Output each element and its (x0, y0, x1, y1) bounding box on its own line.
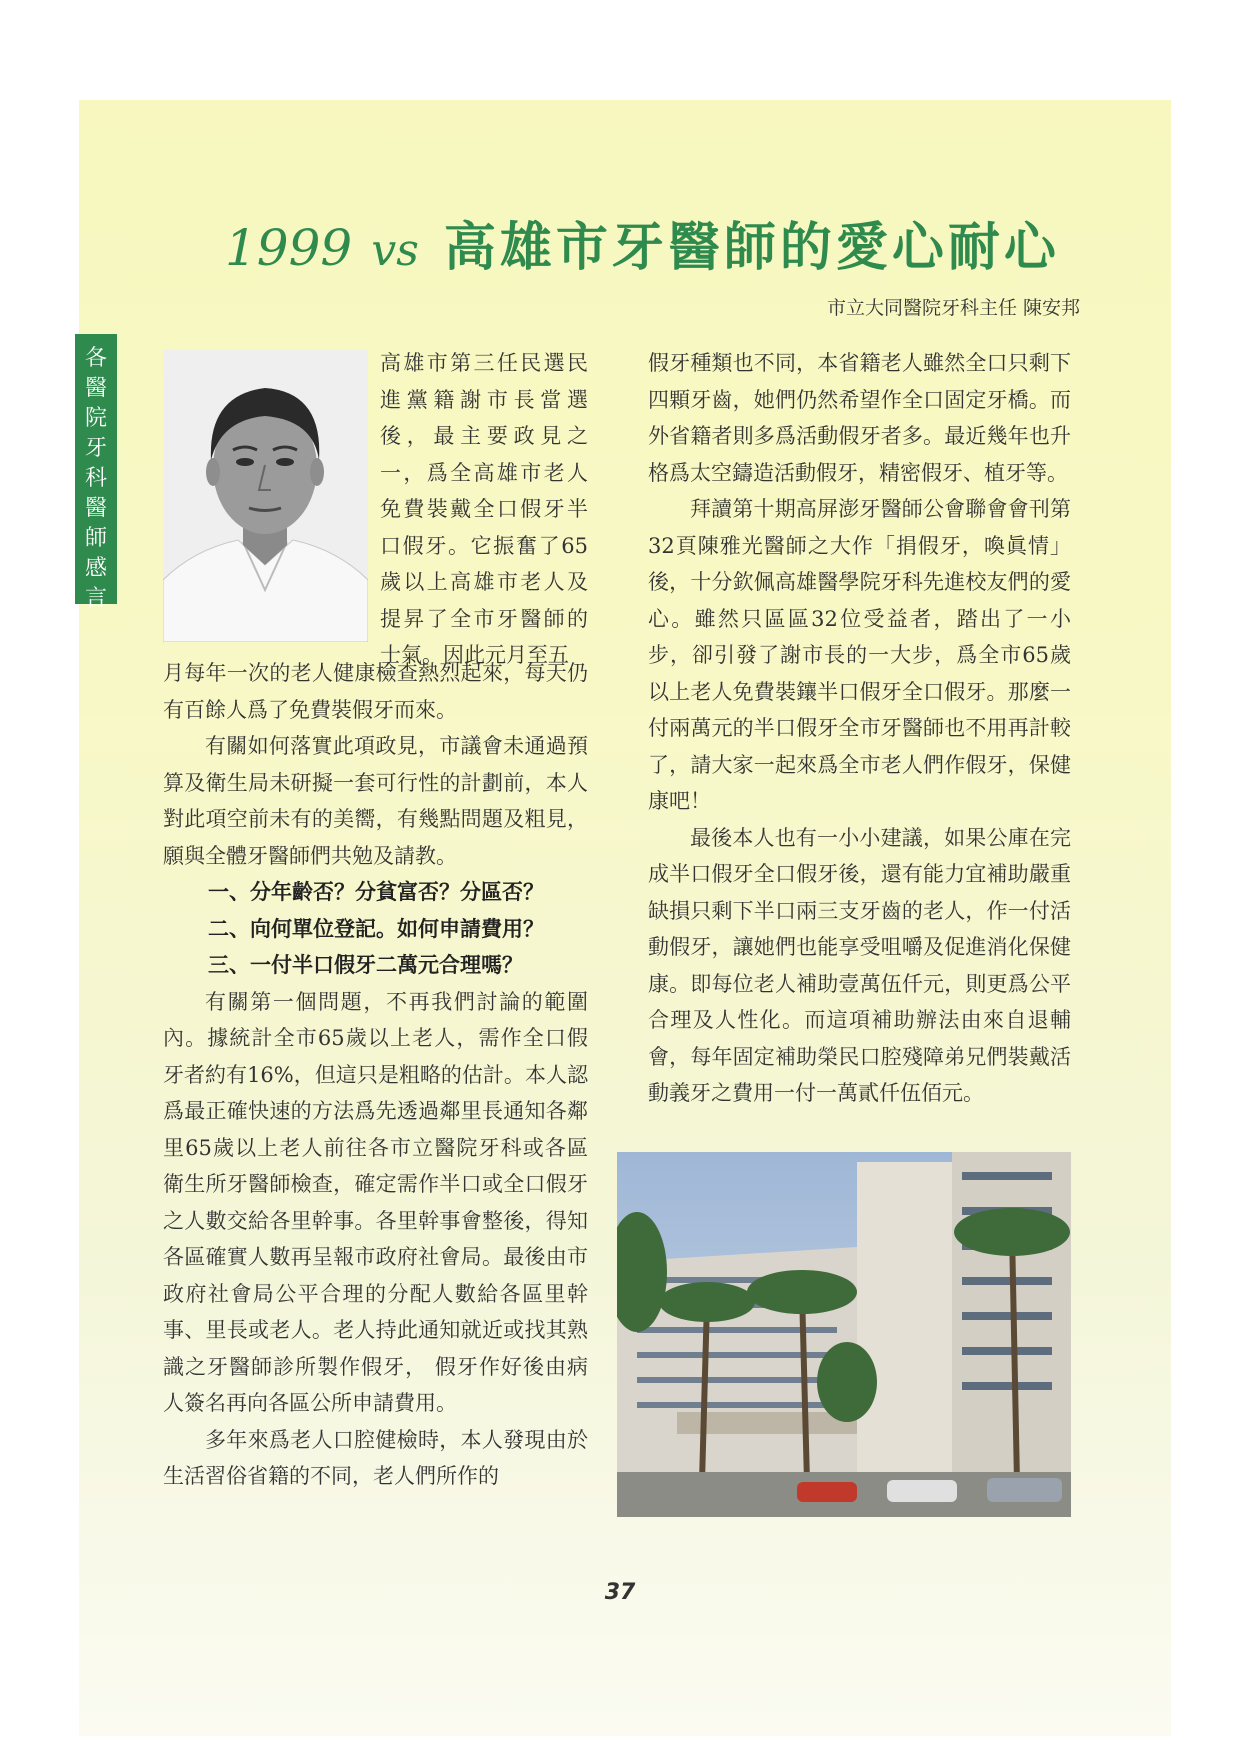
author-byline: 市立大同醫院牙科主任 陳安邦 (826, 297, 1080, 319)
section-tab-char: 院 (84, 406, 107, 431)
section-tab-char: 各 (84, 346, 107, 371)
section-tab-char: 感 (84, 556, 107, 581)
section-tab-char: 醫 (84, 376, 107, 401)
section-tab-char: 牙 (84, 436, 107, 461)
paragraph: 假牙種類也不同，本省籍老人雖然全口只剩下四顆牙齒，她們仍然希望作全口固定牙橋。而外省籍者則多爲活動假牙者多。最近幾年也升格爲太空鑄造活動假牙，精密假牙、植牙等。 (648, 351, 1071, 485)
right-column (648, 345, 1071, 1112)
paragraph: 有關第一個問題，不再我們討論的範圍內。據統計全市65歲以上老人，需作全口假牙者約有16%，但這只是粗略的估計。本人認爲最正確快速的方法爲先透過鄰里長通知各鄰里65歲以上老人前往各市立醫院牙科或各區衛生所牙醫師檢查，確定需作半口或全口假牙之人數交給各里幹事。各里幹事會整後，得知各區確實人數再呈報市政府社會局。最後由市政府社會局公平合理的分配人數給各區里幹事、里長或老人。老人持此通知就近或找其熟識之牙醫師診所製作假牙， 假牙作好後由病人簽名再向各區公所申請費用。 (163, 989, 588, 1415)
section-tab-char: 言 (84, 586, 107, 611)
question-1: 一、分年齡否？分貧富否？分區否？ (208, 880, 544, 904)
section-tab (75, 334, 117, 611)
section-tab-char: 醫 (84, 496, 107, 521)
article-title (225, 205, 1060, 285)
hospital-building-photo (617, 1152, 1071, 1517)
question-3: 三、一付半口假牙二萬元合理嗎？ (208, 953, 523, 977)
section-tab-char: 師 (84, 526, 107, 551)
intro-text-wrap: 高雄市第三任民選民進黨籍謝市長當選後，最主要政見之一，爲全高雄市老人免費裝戴全口假牙半口假牙。它振奮了65歲以上高雄市老人及提昇了全市牙醫師的士氣。因此元月至五 (380, 351, 588, 667)
left-column (163, 655, 588, 1495)
title-vs: vs (371, 225, 419, 276)
section-tab-char: 科 (84, 466, 107, 491)
paragraph: 月每年一次的老人健康檢查熱烈起來，每天仍有百餘人爲了免費裝假牙而來。 (163, 661, 588, 722)
page-number: 37 (604, 1580, 636, 1605)
paragraph: 有關如何落實此項政見，市議會未通過預算及衛生局未研擬一套可行性的計劃前，本人對此項空前未有的美嚮，有幾點問題及粗見，願與全體牙醫師們共勉及請教。 (163, 734, 588, 868)
author-portrait (163, 350, 368, 642)
title-text: 高雄市牙醫師的愛心耐心 (443, 217, 1060, 278)
paragraph: 多年來爲老人口腔健檢時，本人發現由於生活習俗省籍的不同，老人們所作的 (163, 1427, 588, 1488)
question-2: 二、向何單位登記。如何申請費用？ (208, 916, 544, 941)
title-year: 1999 (225, 219, 353, 277)
paragraph: 最後本人也有一小小建議，如果公庫在完成半口假牙全口假牙後，還有能力宜補助嚴重缺損只剩下半口兩三支牙齒的老人，作一付活動假牙，讓她們也能享受咀嚼及促進消化保健康。即每位老人補助壹萬伍仟元，則更爲公平合理及人性化。而這項補助辦法由來自退輔會，每年固定補助榮民口腔殘障弟兄們裝戴活動義牙之費用一付一萬貳仟伍佰元。 (648, 825, 1071, 1105)
paragraph: 拜讀第十期高屏澎牙醫師公會聯會會刊第32頁陳雅光醫師之大作「捐假牙，喚眞情」後，十分欽佩高雄醫學院牙科先進校友們的愛心。雖然只區區32位受益者，踏出了一小步，卻引發了謝市長的一大步，爲全市65歲以上老人免費裝鑲半口假牙全口假牙。那麼一付兩萬元的半口假牙全市牙醫師也不用再計較了，請大家一起來爲全市老人們作假牙，保健康吧！ (648, 497, 1071, 813)
